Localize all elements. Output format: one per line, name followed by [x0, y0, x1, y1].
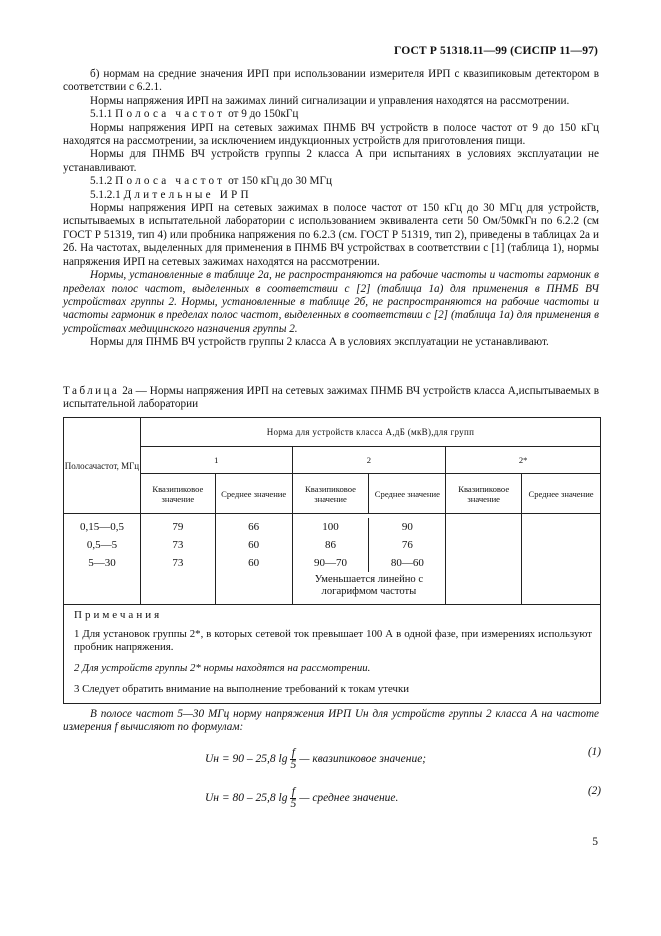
formula-intro: В полосе частот 5—30 МГц норму напряжения ИРП Uн для устройств группы 2 класса А на частоте измерения f вычисляют по формулам:: [63, 708, 599, 734]
g1-avg-cell: [215, 514, 292, 605]
group-header: 2*: [446, 447, 601, 474]
section-title: Длительные ИРП: [123, 188, 252, 201]
subheader-quasipeak: Квазипиковое значение: [446, 474, 522, 514]
formula-1: [205, 748, 426, 771]
table-cell: 60: [248, 557, 260, 569]
body-text: [63, 68, 599, 350]
note-2: 2 Для устройств группы 2* нормы находятся на рассмотрении.: [64, 658, 601, 679]
g2star-avg-cell: [522, 514, 601, 605]
paragraph: б) нормам на средние значения ИРП при использовании измерителя ИРП с квазипиковым детектором в соответствии с 6.2.1.: [63, 68, 599, 94]
section-title: Полоса частот: [115, 175, 226, 188]
section-heading: [63, 189, 599, 202]
table-caption-label: Таблица: [63, 385, 120, 397]
g2-cells: [292, 514, 446, 605]
formula-number: (1): [587, 746, 601, 758]
subheader-quasipeak: Квазипиковое значение: [140, 474, 215, 514]
subheader-average: Среднее значение: [215, 474, 292, 514]
formula-tail: — квазипиковое значение;: [299, 753, 427, 766]
table-cell: 73: [172, 557, 184, 569]
table-cell: 0,15—0,5: [79, 521, 124, 533]
formula-2: [205, 787, 398, 810]
note-3: 3 Следует обратить внимание на выполнение требований к токам утечки: [64, 679, 601, 703]
section-number: 5.1.2: [90, 175, 113, 188]
g2star-qp-cell: [446, 514, 522, 605]
table-cell: 76: [401, 539, 413, 551]
table-cell: 100: [322, 521, 339, 533]
group-header: 1: [140, 447, 292, 474]
document-header: ГОСТ Р 51318.11—99 (СИСПР 11—97): [394, 44, 598, 57]
paragraph: Нормы для ПНМБ ВЧ устройств группы 2 класса А при испытаниях в условиях эксплуатации не устанавливают.: [63, 148, 599, 174]
section-number: 5.1.2.1: [90, 188, 121, 201]
section-number: 5.1.1: [90, 108, 113, 121]
section-range: от 9 до 150кГц: [228, 108, 299, 121]
page-number: 5: [592, 836, 598, 848]
notes-title: Примечания: [64, 605, 601, 627]
section-title: Полоса частот: [115, 108, 226, 121]
table-cell: 60: [248, 539, 260, 551]
formula-lhs: Uн = 90 – 25,8 lg: [205, 753, 288, 766]
table-cell: 86: [325, 539, 336, 551]
paragraph-italic: Нормы, установленные в таблице 2а, не распространяются на рабочие частоты и частоты гармоник в пределах полос частот, выделенных в соответствии с [2] (таблица 1а) для применения в ПНМБ ВЧ устройствах группы 2. Нормы, установленные в таблице 2б, не распространяются на рабочие частоты и частоты гармоник в пределах полос частот, выделенных в соответствии с [2] (таблица 1а) для применения в устройствах медицинского назначения группы 2.: [63, 269, 599, 335]
subheader-average: Среднее значение: [522, 474, 601, 514]
table-caption-text: 2а — Нормы напряжения ИРП на сетевых зажимах ПНМБ ВЧ устройств класса А,испытываемых в испытательной лаборатории: [63, 385, 599, 411]
norms-table: [63, 417, 601, 704]
formula-fraction: $\frac{f}{5}$: [290, 786, 297, 810]
subheader-quasipeak: Квазипиковое значение: [292, 474, 369, 514]
formula-tail: — среднее значение.: [299, 792, 399, 805]
table-cell: 66: [248, 521, 260, 533]
formula-fraction: $\frac{f}{5}$: [290, 747, 297, 771]
freq-cell: [64, 514, 141, 605]
table-cell: 90—70: [314, 557, 347, 569]
paragraph: Нормы напряжения ИРП на сетевых зажимах в полосе частот от 150 кГц до 30 МГц для устройств, испытываемых в испытательной лаборатории с использованием эквивалента сети 50 Ом/50мкГн по 6.2.2 (см ГОСТ Р 51319, тип 4) или пробника напряжения по 6.2.3 (см. ГОСТ Р 51319, тип 2), приведены в таблицах 2а и 2б. На частотах, выделенных для применения в ПНМБ ВЧ устройствах в соответствии с [1] (таблица 1), нормы напряжения ИРП на сетевых зажимах находятся на рассмотрении.: [63, 202, 599, 268]
table-cell: 80—60: [390, 557, 424, 569]
paragraph: Нормы напряжения ИРП на сетевых зажимах ПНМБ ВЧ устройств в полосе частот от 9 до 150 кГц находятся на рассмотрении, за исключением индукционных устройств для приготовления пищи.: [63, 121, 599, 148]
subheader-average: Среднее значение: [369, 474, 446, 514]
section-heading: [63, 108, 599, 121]
formula-lhs: Uн = 80 – 25,8 lg: [205, 792, 288, 805]
table-cell: 79: [172, 521, 184, 533]
section-heading: [63, 175, 599, 188]
table-data-block: [64, 514, 601, 605]
table-cell: 0,5—5: [86, 539, 118, 551]
group-header: 2: [292, 447, 446, 474]
table-caption: [63, 385, 599, 412]
decrease-note: Уменьшается линейно с логарифмом частоты: [314, 574, 424, 597]
table-cell: 90: [401, 521, 413, 533]
g1-qp-cell: [140, 514, 215, 605]
table-cell: 5—30: [88, 557, 116, 569]
col-header-norm: Норма для устройств класса А,дБ (мкВ),для групп: [140, 418, 600, 447]
col-header-frequency: Полосачастот, МГц: [64, 418, 141, 514]
section-range: от 150 кГц до 30 МГц: [228, 175, 332, 188]
paragraph: Нормы для ПНМБ ВЧ устройств группы 2 класса А в условиях эксплуатации не устанавливают.: [90, 336, 549, 349]
formula-number: (2): [587, 785, 601, 797]
table-cell: 73: [172, 539, 184, 551]
paragraph: Нормы напряжения ИРП на зажимах линий сигнализации и управления находятся на рассмотрении.: [90, 94, 570, 107]
note-1: 1 Для установок группы 2*, в которых сетевой ток превышает 100 А в одной фазе, при измерениях используют пробник напряжения.: [64, 626, 601, 658]
